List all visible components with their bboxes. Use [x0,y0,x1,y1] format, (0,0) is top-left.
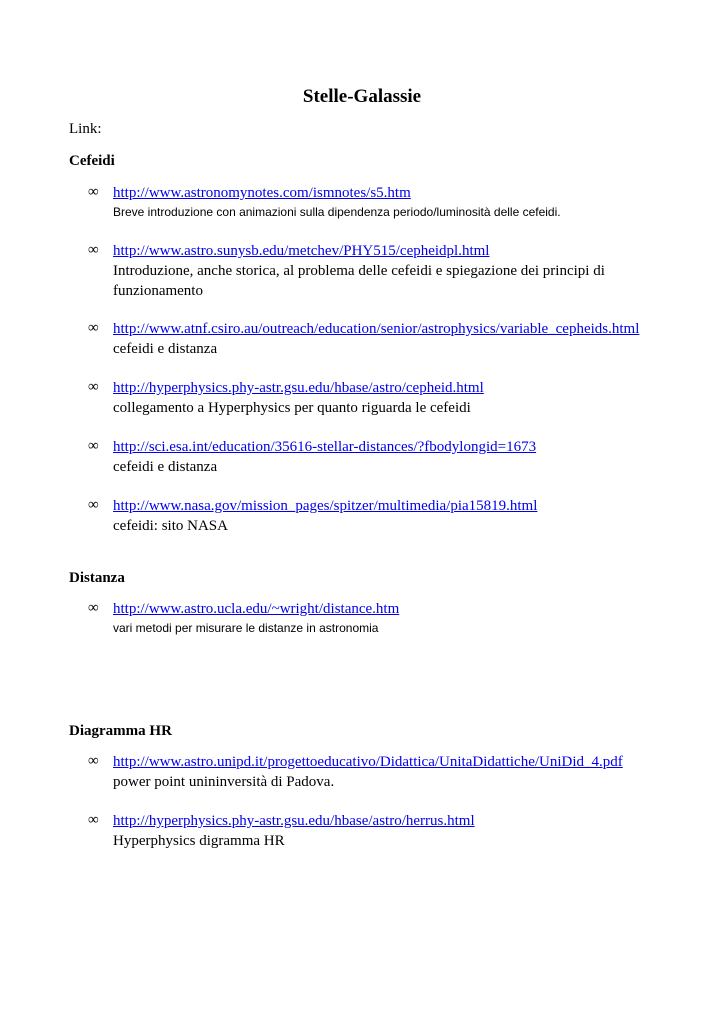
bullet-infinity-icon: ∞ [88,184,99,200]
link-description: Hyperphysics digramma HR [113,833,285,849]
list-item [88,752,688,792]
link-description: Breve introduzione con animazioni sulla dipendenza periodo/luminosità delle cefeidi. [113,205,561,219]
link-description: cefeidi e distanza [113,341,218,357]
list-item [88,319,688,359]
section-heading-diagramma-hr: Diagramma HR [69,723,172,739]
link-description: vari metodi per misurare le distanze in astronomia [113,621,379,635]
page-title: Stelle-Galassie [302,86,422,107]
link-url[interactable]: http://sci.esa.int/education/35616-stellar-distances/?fbodylongid=1673 [113,439,537,455]
link-url[interactable]: http://hyperphysics.phy-astr.gsu.edu/hbase/astro/cepheid.html [113,380,484,396]
bullet-infinity-icon: ∞ [88,320,99,336]
bullet-infinity-icon: ∞ [88,497,99,513]
link-url[interactable]: http://hyperphysics.phy-astr.gsu.edu/hbase/astro/herrus.html [113,813,475,829]
link-description: cefeidi e distanza [113,459,218,475]
link-url[interactable]: http://www.nasa.gov/mission_pages/spitzer/multimedia/pia15819.html [113,498,538,514]
list-item [88,437,688,477]
list-item [88,183,688,222]
link-label: Link: [69,121,102,137]
link-description: cefeidi: sito NASA [113,518,228,534]
bullet-infinity-icon: ∞ [88,438,99,454]
section-heading-distanza: Distanza [69,570,125,586]
link-url[interactable]: http://www.atnf.csiro.au/outreach/education/senior/astrophysics/variable_cepheids.html [113,321,640,337]
list-item [88,241,688,301]
link-url[interactable]: http://www.astro.ucla.edu/~wright/distance.htm [113,601,400,617]
bullet-infinity-icon: ∞ [88,379,99,395]
bullet-infinity-icon: ∞ [88,812,99,828]
link-url[interactable]: http://www.astro.unipd.it/progettoeducativo/Didattica/UnitaDidattiche/UniDid_4.pdf [113,754,623,770]
link-description: Introduzione, anche storica, al problema delle cefeidi e spiegazione dei principi di funzionamento [113,263,605,299]
bullet-infinity-icon: ∞ [88,242,99,258]
section-heading-cefeidi: Cefeidi [69,153,115,169]
bullet-infinity-icon: ∞ [88,753,99,769]
list-item [88,378,688,418]
list-item [88,599,688,638]
list-item [88,811,688,851]
link-description: collegamento a Hyperphysics per quanto riguarda le cefeidi [113,400,471,416]
link-description: power point unininversità di Padova. [113,774,335,790]
link-url[interactable]: http://www.astro.sunysb.edu/metchev/PHY515/cepheidpl.html [113,243,490,259]
bullet-infinity-icon: ∞ [88,600,99,616]
link-url[interactable]: http://www.astronomynotes.com/ismnotes/s5.htm [113,185,411,201]
list-item [88,496,688,536]
